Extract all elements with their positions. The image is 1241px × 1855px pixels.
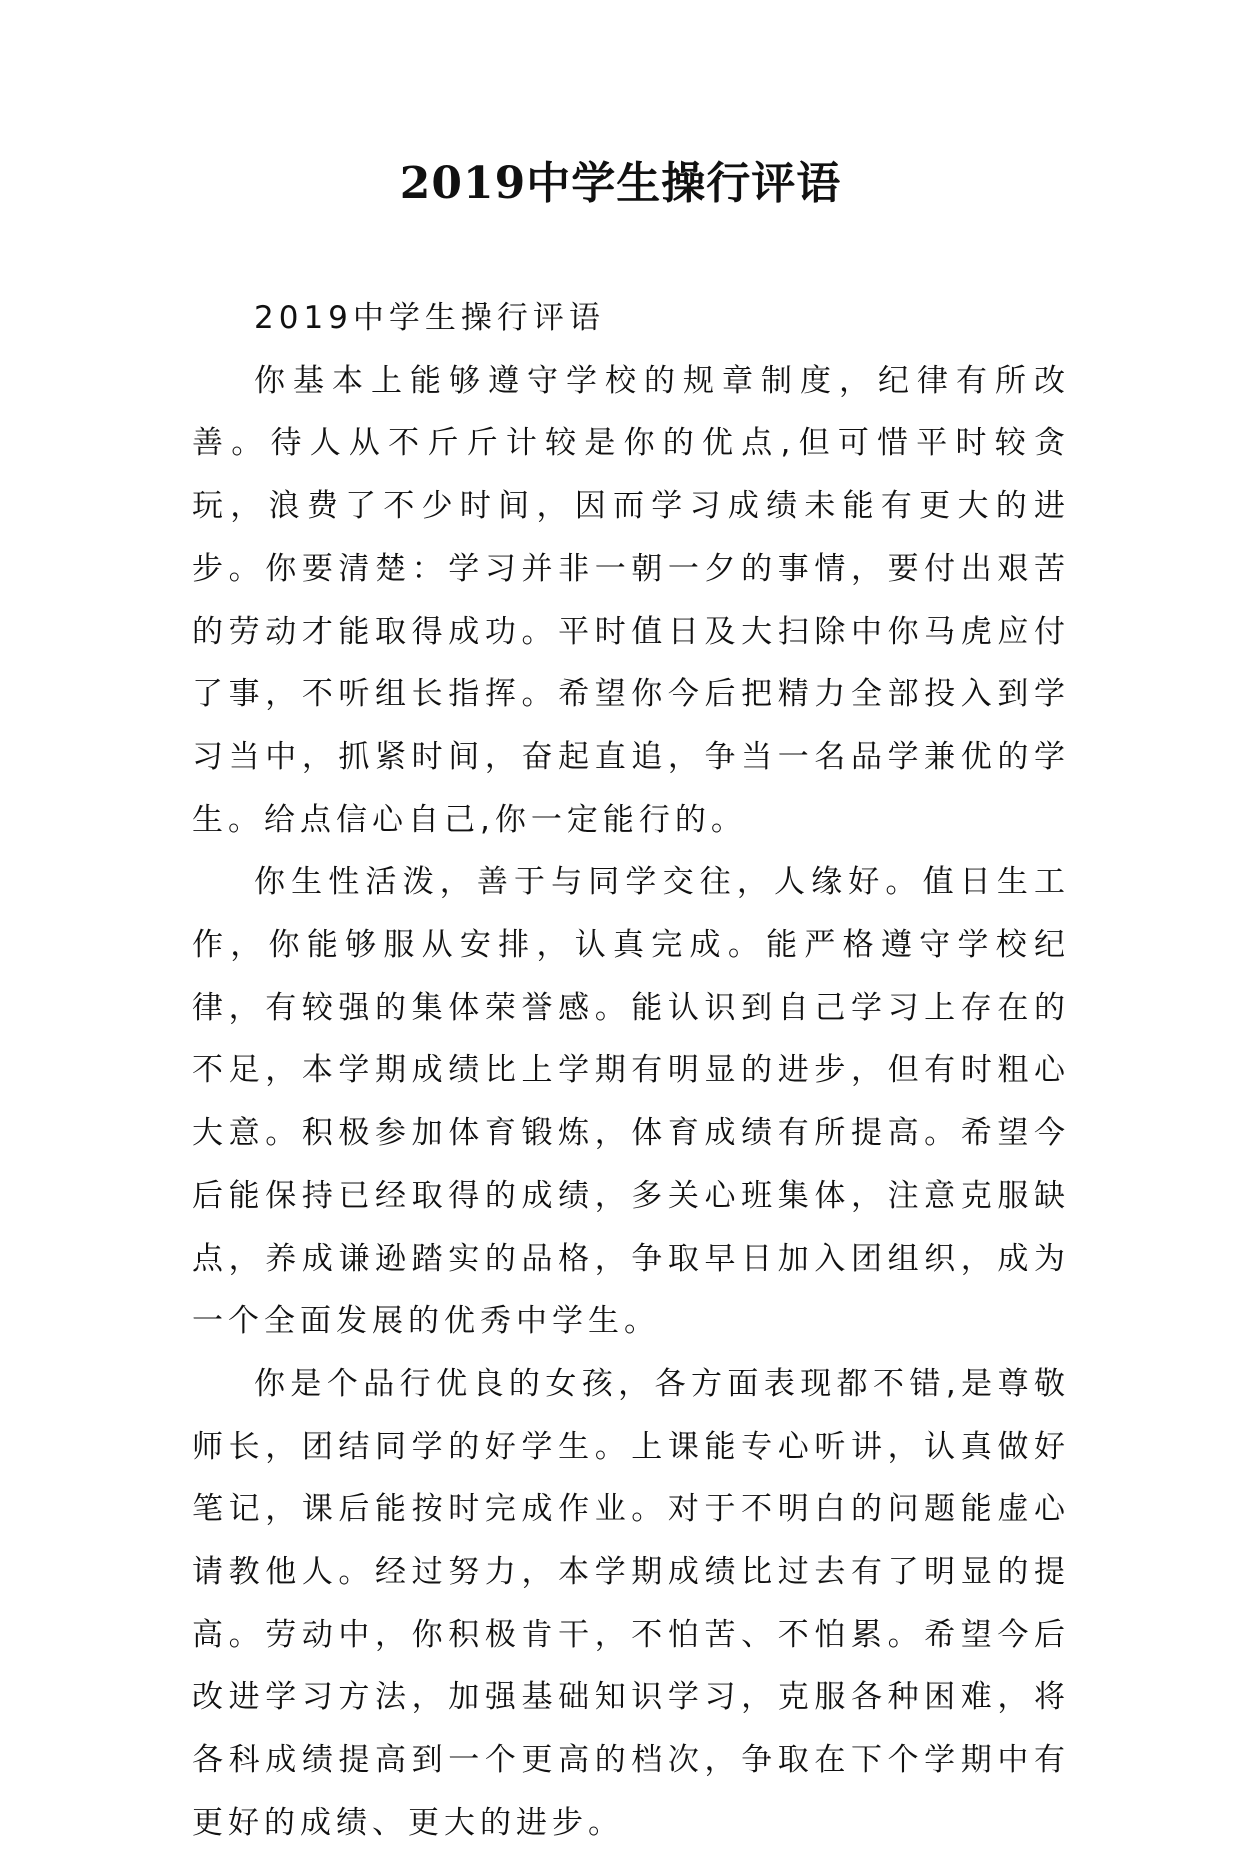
document-body <box>192 287 1070 1855</box>
document-title: 2019中学生操行评语 <box>399 158 842 209</box>
document-subtitle: 2019中学生操行评语 <box>254 300 605 336</box>
comment-paragraph-1: 你基本上能够遵守学校的规章制度，纪律有所改善。待人从不斤斤计较是你的优点,但可惜平时较贪玩，浪费了不少时间，因而学习成绩未能有更大的进步。你要清楚：学习并非一朝一夕的事情，要付出艰苦的劳动才能取得成功。平时值日及大扫除中你马虎应付了事，不听组长指挥。希望你今后把精力全部投入到学习当中，抓紧时间，奋起直追，争当一名品学兼优的学生。给点信心自己,你一定能行的。 <box>192 362 1070 838</box>
comment-paragraph-3: 你是个品行优良的女孩，各方面表现都不错,是尊敬师长，团结同学的好学生。上课能专心听讲，认真做好笔记，课后能按时完成作业。对于不明白的问题能虚心请教他人。经过努力，本学期成绩比过去有了明显的提高。劳动中，你积极肯干，不怕苦、不怕累。希望今后改进学习方法，加强基础知识学习，克服各种困难，将各科成绩提高到一个更高的档次，争取在下个学期中有更好的成绩、更大的进步。 <box>192 1365 1070 1841</box>
comment-paragraph-2: 你生性活泼，善于与同学交往，人缘好。值日生工作，你能够服从安排，认真完成。能严格遵守学校纪律，有较强的集体荣誉感。能认识到自己学习上存在的不足，本学期成绩比上学期有明显的进步，但有时粗心大意。积极参加体育锻炼，体育成绩有所提高。希望今后能保持已经取得的成绩，多关心班集体，注意克服缺点，养成谦逊踏实的品格，争取早日加入团组织，成为一个全面发展的优秀中学生。 <box>192 864 1070 1340</box>
